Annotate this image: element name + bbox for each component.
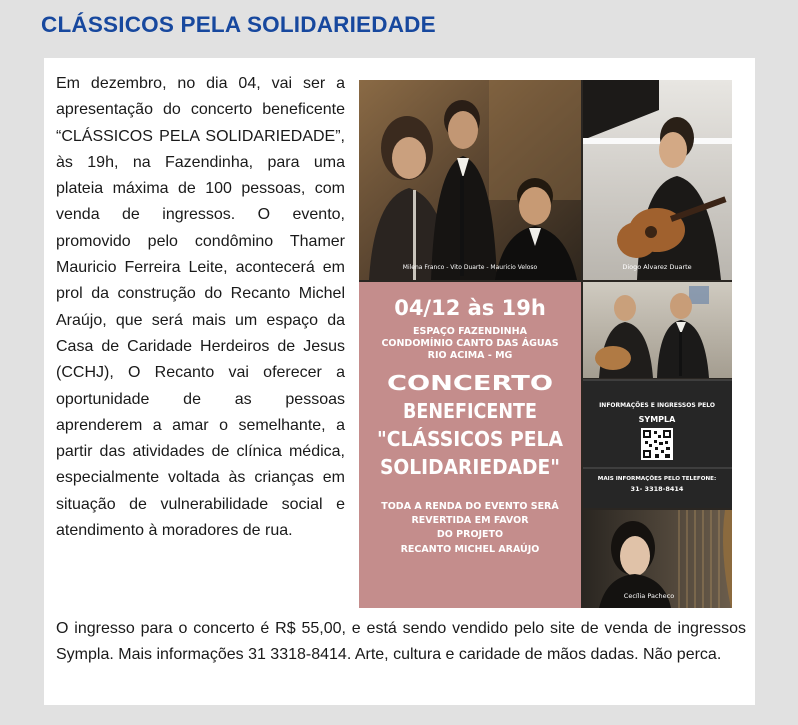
phone-label: MAIS INFORMAÇÕES PELO TELEFONE: — [597, 476, 717, 482]
article-title: CLÁSSICOS PELA SOLIDARIEDADE — [41, 12, 436, 37]
concert-poster[interactable] — [359, 80, 732, 608]
duo-photo — [583, 282, 732, 378]
article-paragraph-1: Em dezembro, no dia 04, vai ser a apresentação do concerto beneficente “CLÁSSICOS PELA SOLIDARIEDADE”, às 19h, na Fazendinha, para uma plateia máxima de 100 pessoas, com venda de ingressos. O evento, promovido pelo condômino Thamer Mauricio Ferreira Leite, acontecerá em prol da construção do Recanto Michel Araújo, que será mais um espaço da Casa de Caridade Herdeiros de Jesus (CCHJ), O Recanto vai oferecer a oportunidade de as pessoas aprenderem a amar o semelhante, a partir das atividades de clínica médica, especialmente voltada às crianças em situação de vulnerabilidade social e atendimento à moradores de rua. — [56, 75, 345, 540]
venue-line-1: ESPAÇO FAZENDINHA — [413, 326, 527, 337]
headline-line-4: SOLIDARIEDADE" — [380, 455, 560, 479]
revenue-line-1: TODA A RENDA DO EVENTO SERÁ — [381, 501, 559, 512]
harp-caption: Cecília Pacheco — [623, 592, 675, 600]
guitar-caption: Diogo Alvarez Duarte — [622, 263, 692, 271]
trio-photo — [359, 80, 581, 280]
tickets-info-label: INFORMAÇÕES E INGRESSOS PELO — [599, 402, 715, 409]
qr-code[interactable] — [641, 428, 673, 460]
headline-line-2: BENEFICENTE — [403, 399, 537, 423]
guitarist-photo — [583, 80, 732, 280]
sympla-label[interactable]: SYMPLA — [638, 415, 676, 424]
headline-line-3: "CLÁSSICOS PELA — [377, 427, 564, 451]
event-date-time: 04/12 às 19h — [394, 296, 546, 320]
article-paragraph-2: O ingresso para o concerto é R$ 55,00, e está sendo vendido pelo site de venda de ingressos Sympla. Mais informações 31 3318-8414. Arte, cultura e caridade de mãos dadas. Não perca. — [56, 620, 746, 664]
venue-line-3: RIO ACIMA - MG — [427, 350, 513, 361]
revenue-line-3: DO PROJETO — [436, 529, 504, 540]
trio-caption: Milena Franco - Vito Duarte - Mauricio Veloso — [402, 264, 538, 271]
phone-number: 31- 3318-8414 — [630, 485, 684, 493]
headline-line-1: CONCERTO — [387, 371, 553, 395]
revenue-line-2: REVERTIDA EM FAVOR — [411, 515, 529, 526]
venue-line-2: CONDOMÍNIO CANTO DAS ÁGUAS — [381, 338, 559, 349]
revenue-line-4: RECANTO MICHEL ARAÚJO — [400, 544, 540, 555]
